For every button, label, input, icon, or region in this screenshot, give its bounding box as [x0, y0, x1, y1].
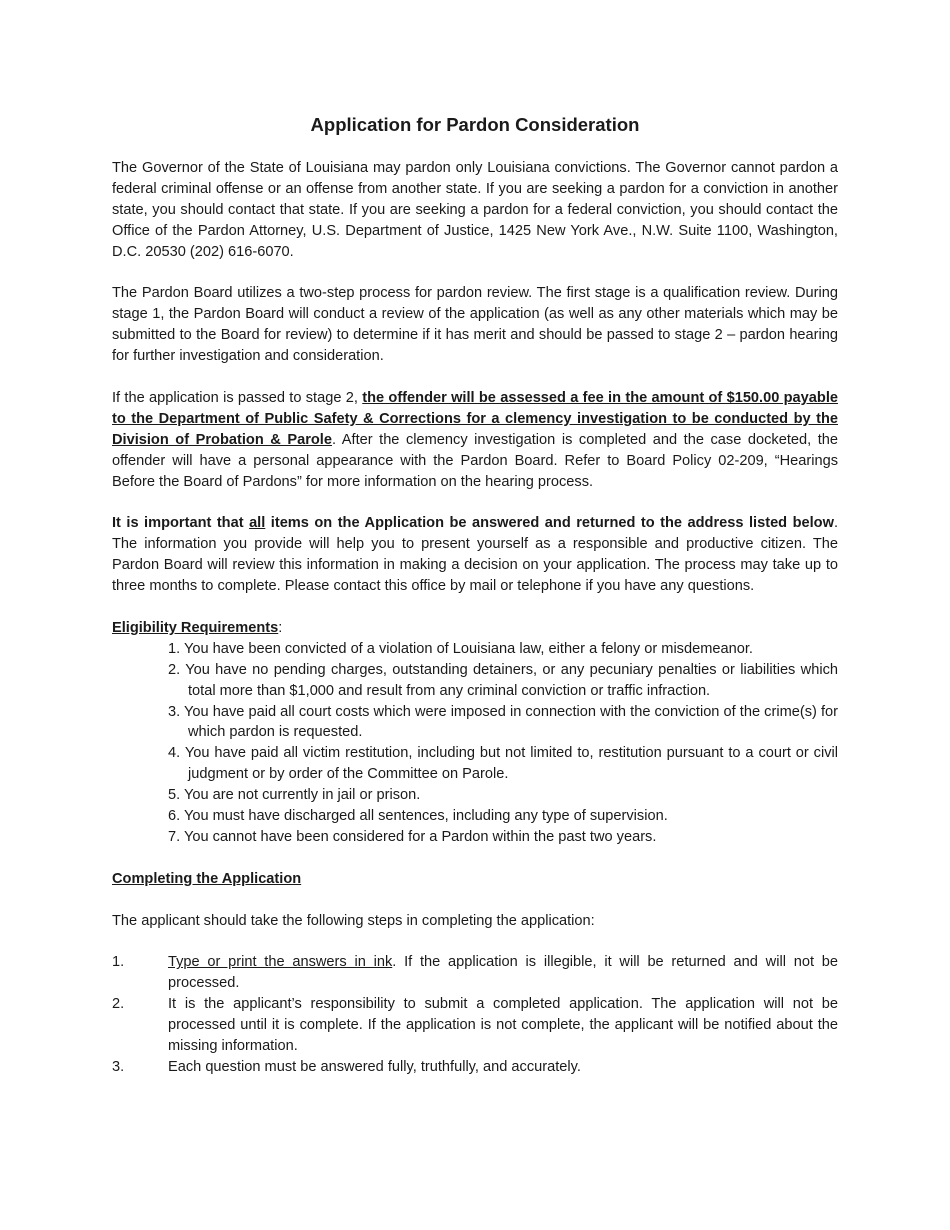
eligibility-item: 5. You are not currently in jail or prison. — [168, 787, 421, 804]
important-tail-text: . The information you provide will help you to present yourself as a responsible and productive citizen. The Pardon Board will review this information in making a decision on your application. The process may take up to three months to complete. Please contact this office by mail or telephone if you have any questions. — [112, 515, 838, 595]
fee-lead-text: If the application is passed to stage 2, — [112, 389, 363, 406]
fee-tail-text: . After the clemency investigation is completed and the case docketed, the offender will have a personal appearance with the Pardon Board. Refer to Board Policy 02-209, “Hearings Before the Board of Pardons” for more information on the hearing process. — [112, 431, 838, 490]
completing-heading-text: Completing the Application — [112, 870, 302, 887]
step-underlined-text: Type or print the answers in ink — [168, 954, 393, 971]
completion-steps-list — [112, 952, 838, 1077]
fee-emphasis-text: the offender will be assessed a fee in the amount of $150.00 payable to the Department of Public Safety & Corrections for a clemency investigation to be conducted by the Division of Probation & Parole — [112, 389, 838, 448]
eligibility-item: 7. You cannot have been considered for a Pardon within the past two years. — [168, 828, 657, 845]
step-text: Each question must be answered fully, truthfully, and accurately. — [168, 1058, 581, 1075]
eligibility-heading-colon: : — [278, 619, 283, 636]
step-text: It is the applicant’s responsibility to submit a completed application. The application will not be processed until it is complete. If the application is not complete, the applicant will be notified about the missing information. — [168, 996, 838, 1054]
eligibility-list — [112, 639, 838, 848]
important-all-word: all — [249, 515, 266, 532]
document-page — [112, 112, 838, 1078]
eligibility-item: 3. You have paid all court costs which were imposed in connection with the conviction of the crime(s) for which pardon is requested. — [168, 703, 838, 741]
eligibility-item: 4. You have paid all victim restitution, including but not limited to, restitution pursuant to a court or civil judgment or by order of the Committee on Parole. — [168, 745, 838, 783]
step-body-text: . If the application is illegible, it will be returned and will not be processed. — [168, 954, 838, 992]
completing-heading — [112, 869, 838, 890]
process-paragraph: The Pardon Board utilizes a two-step process for pardon review. The first stage is a qualification review. During stage 1, the Pardon Board will conduct a review of the application (as well as any other materials which may be submitted to the Board for review) to determine if it has merit and should be passed to stage 2 – pardon hearing for further investigation and consideration. — [112, 285, 838, 365]
step-number: 1. — [112, 954, 125, 971]
step-item — [112, 952, 838, 994]
eligibility-item: 2. You have no pending charges, outstanding detainers, or any pecuniary penalties or liabilities which total more than $1,000 and result from any criminal conviction or traffic infraction. — [168, 661, 838, 699]
intro-paragraph: The Governor of the State of Louisiana may pardon only Louisiana convictions. The Governor cannot pardon a federal criminal offense or an offense from another state. If you are seeking a pardon for a conviction in another state, you should contact that state. If you are seeking a pardon for a federal conviction, you should contact the Office of the Pardon Attorney, U.S. Department of Justice, 1425 New York Ave., N.W. Suite 1100, Washington, D.C. 20530 (202) 616-6070. — [112, 160, 838, 260]
eligibility-heading-text: Eligibility Requirements — [112, 619, 279, 636]
fee-paragraph — [112, 388, 838, 493]
eligibility-item: 1. You have been convicted of a violation of Louisiana law, either a felony or misdemeanor. — [168, 640, 753, 657]
step-text — [168, 952, 838, 994]
step-number: 2. — [112, 996, 125, 1013]
step-number: 3. — [112, 1058, 125, 1075]
important-bold-a: It is important that — [112, 515, 250, 532]
step-item — [112, 1057, 838, 1078]
important-bold-b: items on the Application be answered and returned to the address listed below — [265, 515, 834, 532]
page-title: Application for Pardon Consideration — [310, 114, 640, 135]
eligibility-item: 6. You must have discharged all sentences, including any type of supervision. — [168, 808, 668, 825]
step-item — [112, 994, 838, 1057]
eligibility-heading — [112, 618, 838, 639]
completing-intro: The applicant should take the following steps in completing the application: — [112, 912, 595, 929]
important-paragraph — [112, 513, 838, 597]
